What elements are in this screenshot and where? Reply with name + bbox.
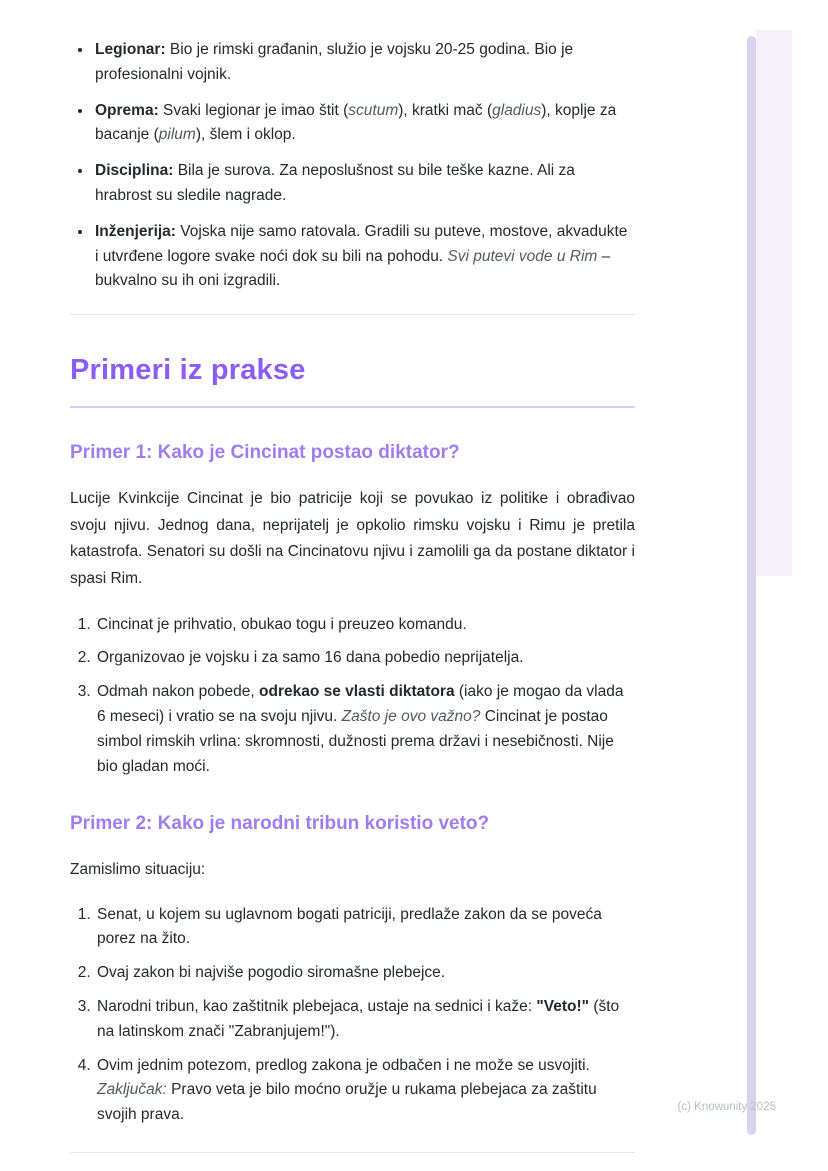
side-panel — [756, 30, 792, 576]
text-segment: pilum — [158, 126, 196, 144]
list-item — [95, 1054, 635, 1128]
text-segment: Inženjerija: — [95, 222, 176, 240]
text-segment: ), kratki mač ( — [398, 101, 493, 119]
scrollbar-thumb[interactable] — [747, 36, 756, 1135]
ordered-list-primer-1 — [70, 613, 635, 780]
text-segment: (što na latinskom znači "Zabranjujem!"). — [97, 997, 620, 1040]
list-item — [95, 646, 635, 671]
paragraph-intro-primer-2: Zamislimo situaciju: — [70, 860, 206, 878]
text-segment: Zašto je ovo važno? — [341, 707, 481, 725]
list-item — [93, 38, 635, 88]
list-item — [95, 613, 635, 638]
bullet-list — [70, 38, 635, 294]
text-segment: ), koplje za bacanje ( — [95, 101, 617, 144]
text-segment: Bio je rimski građanin, služio je vojsku 20-25 godina. Bio je profesionalni vojnik. — [95, 41, 574, 83]
divider-top — [70, 314, 635, 315]
text-segment: Cincinat je prihvatio, obukao togu i preuzeo komandu. — [97, 615, 467, 633]
ordered-list-primer-2 — [70, 903, 635, 1128]
text-segment: Narodni tribun, kao zaštitnik plebejaca, ustaje na sednici i kaže: — [97, 997, 537, 1015]
list-item — [93, 159, 635, 209]
divider-bottom — [70, 1152, 635, 1153]
text-segment: Pravo veta je bilo moćno oružje u rukama plebejaca za zaštitu svojih prava. — [97, 1081, 597, 1124]
text-segment: ), šlem i oklop. — [195, 126, 296, 144]
text-segment: scutum — [348, 101, 399, 119]
text-segment: – bukvalno su ih oni izgradili. — [95, 247, 611, 290]
subsection-heading-primer-2: Primer 2: Kako je narodni tribun koristio veto? — [70, 813, 490, 835]
text-segment: Vojska nije samo ratovala. Gradili su puteve, mostove, akvadukte i utvrđene logore svake noći dok su bili na pohodu. — [95, 222, 628, 265]
text-segment: Organizovao je vojsku i za samo 16 dana pobedio neprijatelja. — [97, 649, 524, 667]
list-item — [93, 220, 635, 294]
text-segment: Ovaj zakon bi najviše pogodio siromašne plebejce. — [97, 964, 446, 982]
text-segment: odrekao se vlasti diktatora — [259, 683, 455, 701]
list-item — [95, 903, 635, 953]
text-segment: Oprema: — [95, 101, 159, 119]
paragraph-cincinat: Lucije Kvinkcije Cincinat je bio patricije koji se povukao iz politike i obrađivao svoju njivu. Jednog dana, neprijatelj je opkolio rimsku vojsku i Rimu je pretila katastrofa. Senatori su došli na Cincinatovu njivu i zamolili ga da postane diktator i spasi Rim. — [70, 489, 635, 587]
list-item — [95, 680, 635, 779]
copyright-footer: (c) Knowunity 2025 — [677, 1101, 776, 1113]
text-segment: gladius — [492, 101, 542, 119]
list-item — [95, 995, 635, 1045]
subsection-heading-primer-1: Primer 1: Kako je Cincinat postao diktator? — [70, 441, 460, 463]
page-content — [70, 38, 635, 1153]
text-segment: Svaki legionar je imao štit ( — [158, 101, 349, 119]
text-segment: Svi putevi vode u Rim — [447, 247, 598, 265]
text-segment: Ovim jednim potezom, predlog zakona je odbačen i ne može se usvojiti. — [97, 1056, 590, 1074]
text-segment: (iako je mogao da vlada 6 meseci) i vratio se na svoju njivu. — [97, 683, 624, 725]
text-segment: Legionar: — [95, 41, 166, 58]
list-item — [93, 99, 635, 149]
text-segment: Bila je surova. Za neposlušnost su bile teške kazne. Ali za hrabrost su sledile nagrade. — [95, 162, 575, 204]
text-segment: Senat, u kojem su uglavnom bogati patriciji, predlaže zakon da se poveća porez na žito. — [97, 905, 602, 948]
list-item — [95, 961, 635, 986]
text-segment: "Veto!" — [536, 997, 590, 1015]
section-heading: Primeri iz prakse — [70, 347, 635, 407]
text-segment: Cincinat je postao simbol rimskih vrlina: skromnosti, dužnosti prema državi i nesebičnosti. Nije bio gladan moći. — [97, 707, 614, 775]
text-segment: Odmah nakon pobede, — [97, 683, 260, 701]
text-segment: Zaključak: — [97, 1081, 167, 1099]
text-segment: Disciplina: — [95, 162, 174, 180]
